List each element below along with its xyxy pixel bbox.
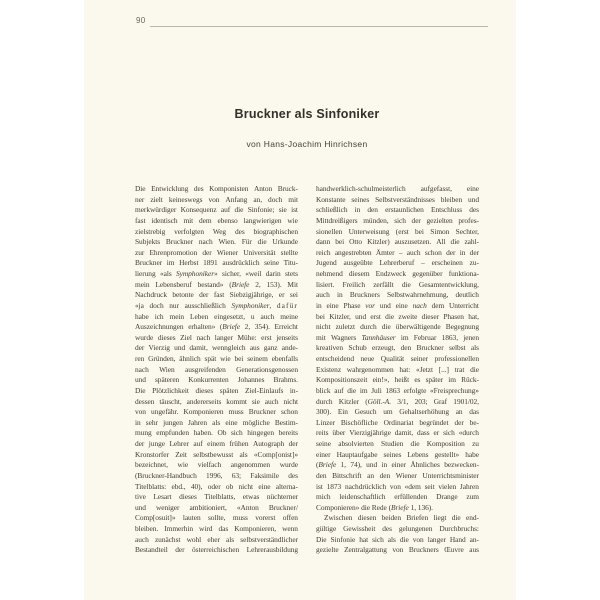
text-line: wurde dieses Ziel nach langer Mühe: erst jenseits xyxy=(135,332,298,342)
text-line: Kronstorfer Zeit selbstbewusst als «Comp[onist]» xyxy=(135,449,298,459)
text-line: Titelblatts: ebd., 40), oder ob nicht eine alterna- xyxy=(135,481,298,491)
text-line: «ja doch nur ausschließlich Symphoniker, dafür xyxy=(135,300,298,310)
text-line: (Bruckner-Handbuch 1996, 63; Faksimile des xyxy=(135,470,298,480)
text-line: ist 1873 nachdrücklich von «dem seit vielen Jahren xyxy=(316,481,479,491)
text-line: Die Entwicklung des Komponisten Anton Bruck- xyxy=(135,184,298,193)
text-line: in eine Phase vor und eine nach dem Unterricht xyxy=(316,300,479,310)
text-line: Die Plötzlichkeit dieses späten Ziel-Einlaufs in- xyxy=(135,385,298,395)
text-line: dann bei Otto Kitzler) auszusetzen. All die zahl- xyxy=(316,237,479,247)
text-line: Comp[osuit]» lauten sollte, muss vorerst offen xyxy=(135,513,298,523)
text-line: nicht zuletzt durch die überwältigende Begegnung xyxy=(316,322,479,332)
text-line: Die Sinfonie hat sich als die von langer Hand an- xyxy=(316,534,479,544)
text-line: ner zielt keineswegs von Anfang an, doch mit xyxy=(135,194,298,204)
page-number: 90 xyxy=(136,16,146,25)
text-line: bleiben. Immerhin wird das Komponieren, wenn xyxy=(135,524,298,533)
header-rule xyxy=(150,26,488,27)
text-line: einer Hauptaufgabe seines Lebens gestellt» habe xyxy=(316,449,479,459)
text-columns xyxy=(135,184,479,556)
text-line: Jugend ausgeübte Lehrerberuf – erscheinen zu- xyxy=(316,258,479,268)
text-line: lisiert. Freilich zerfällt die Gesamtentwicklung, xyxy=(316,279,479,289)
text-line: dessen täuscht, andererseits kommt sie auch nicht xyxy=(135,396,298,406)
text-line: fast identisch mit dem ebenso langwierigen wie xyxy=(135,215,298,225)
text-line: ren Gründen, ähnlich spät wie bei seinem ebenfalls xyxy=(135,354,298,363)
article-title: Bruckner als Sinfoniker xyxy=(234,107,380,121)
text-line: lierung «als Symphoniker» sicher, «weil darin stets xyxy=(135,269,298,278)
text-line: durch Kitzler (Göll.-A. 3/1, 203; Graf 1901/02, xyxy=(316,396,479,406)
text-line: mung empfunden haben. Ob sich hingegen bereits xyxy=(135,428,298,438)
text-line: zur Ehrenpromotion der Wiener Universität stellte xyxy=(135,247,298,257)
text-column-left xyxy=(135,184,298,556)
text-column-right xyxy=(316,184,479,556)
text-line: 300). Ein Gesuch um Gehaltserhöhung an das xyxy=(316,407,479,417)
text-line: nehmend diesem Endzweck gegenüber funktiona- xyxy=(316,269,479,278)
text-line: der Vierzig und damit, wenngleich aus ganz ande- xyxy=(135,343,298,353)
text-line: mich leidenschaftlich erfüllenden Drange zum xyxy=(316,492,479,502)
text-line: Konstante seines Selbstverständnisses bleiben und xyxy=(316,194,479,204)
text-line: mit Wagners Tannhäuser im Februar 1863, jenen xyxy=(316,332,479,342)
text-line: gültige Gewissheit des gelungenen Durchbruchs: xyxy=(316,524,479,533)
text-line: mein Lebensberuf bestand» (Briefe 2, 153). Mit xyxy=(135,279,298,289)
text-line: sionellen Unterweisung (erst bei Simon Sechter, xyxy=(316,226,479,236)
article-byline: von Hans-Joachim Hinrichsen xyxy=(246,139,368,149)
text-line: der junge Lehrer auf einem frühen Autograph der xyxy=(135,439,298,448)
text-line: blick auf die im Juli 1863 erfolgte «Freisprechung» xyxy=(316,385,479,395)
text-line: Auszeichnungen erhalten» (Briefe 2, 354). Erreicht xyxy=(135,322,298,332)
text-line: Componieren» die Rede (Briefe 1, 136). xyxy=(316,502,433,512)
text-line: und weniger ambitioniert, «Anton Bruckner/ xyxy=(135,502,298,512)
book-page xyxy=(84,0,516,600)
text-line: den Bittschrift an den Wiener Unterrichtsminister xyxy=(316,470,479,480)
text-line: tive Lesart dieses Titelblatts, etwas nüchterner xyxy=(135,492,298,502)
text-line: Bestandteil der österreichischen Lehrerausbildung xyxy=(135,545,298,555)
text-line: bei Kitzler, und erst die zweite dieser Phasen hat, xyxy=(316,311,479,321)
text-line: und späteren Konkurrenten Johannes Brahms. xyxy=(135,375,298,385)
text-line: Kompositionszeit ein!», heißt es später im Rück- xyxy=(316,375,479,385)
text-line: in sehr jungen Jahren als eine mögliche Bestim- xyxy=(135,417,298,427)
text-line: Mittdreißigers münden, sich der gezielten profes- xyxy=(316,215,479,225)
text-line: Subjekts Bruckner nach Wien. Für die Urkunde xyxy=(135,237,298,247)
text-line: schließlich in den erstaunlichen Entschluss des xyxy=(316,205,479,215)
text-line: Existenz wahrgenommen hat: «Jetzt [...] trat die xyxy=(316,364,479,374)
text-line: handwerklich-schulmeisterlich aufgefasst, eine xyxy=(316,184,479,193)
text-line: Bruckner im Herbst 1891 ausdrücklich seine Titu- xyxy=(135,258,298,268)
text-line: seine absolvierten Studien die Komposition zu xyxy=(316,439,479,448)
text-line: kreativen Schub erzeugt, den Bruckner selbst als xyxy=(316,343,479,353)
text-line: auch zunächst wohl eher als selbstverständlicher xyxy=(135,534,298,544)
text-line: Nachdruck betonte der fast Siebzigjährige, er sei xyxy=(135,290,298,300)
text-line: gezielte Zentralgattung von Bruckners Œuvre aus xyxy=(316,545,479,555)
text-line: merkwürdiger Konsequenz auf die Sinfonie; sie ist xyxy=(135,205,298,215)
text-line: bezeichnet, wie vielfach angenommen wurde xyxy=(135,460,298,470)
text-line: Zwischen diesen beiden Briefen liegt die end- xyxy=(324,513,479,523)
text-line: auch in Bruckners Selbstwahrnehmung, deutlich xyxy=(316,290,479,300)
text-line: reich angestrebten Ämter – auch schon der in der xyxy=(316,247,479,257)
text-line: von ungefähr. Komponieren muss Bruckner schon xyxy=(135,407,298,417)
text-line: nach Wien ausgreifenden Generationsgenossen xyxy=(135,364,298,374)
text-line: (Briefe 1, 74), und in einer Ähnliches bezwecken- xyxy=(316,460,479,470)
text-line: zielstrebig verfolgten Weg des biographischen xyxy=(135,226,298,236)
text-line: habe ich mein Leben eingesetzt, u auch meine xyxy=(135,311,298,321)
text-line: entscheidend neue Qualität seiner professionellen xyxy=(316,354,479,363)
text-line: reits über Vierzigjährige damit, dass er sich «durch xyxy=(316,428,479,438)
text-line: Linzer Bischöfliche Ordinariat begründet der be- xyxy=(316,417,479,427)
